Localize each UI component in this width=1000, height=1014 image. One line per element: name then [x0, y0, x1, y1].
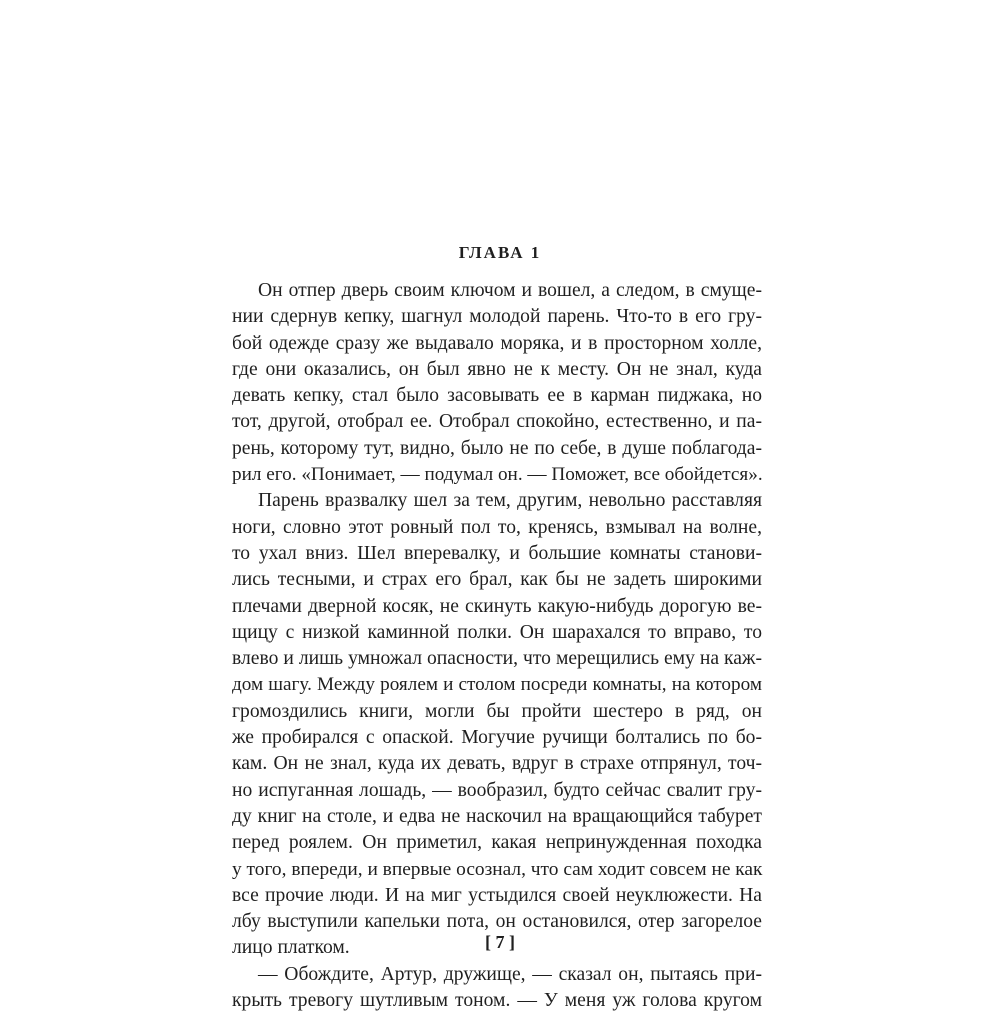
text-line: все прочие люди. И на миг устыдился своей неуклюжести. На: [232, 884, 762, 906]
text-line: где они оказались, он был явно не к месту. Он не знал, куда: [232, 358, 762, 380]
text-line: ду книг на столе, и едва не наскочил на вращающийся табурет: [232, 805, 762, 827]
text-line: тот, другой, отобрал ее. Отобрал спокойно, естественно, и па-: [232, 411, 762, 433]
text-line: девать кепку, стал было засовывать ее в карман пиджака, но: [232, 385, 762, 407]
text-line: дом шагу. Между роялем и столом посреди комнаты, на котором: [232, 674, 762, 696]
text-line: нии сдернув кепку, шагнул молодой парень. Что-то в его гру-: [232, 306, 762, 328]
text-line: рил его. «Понимает, — подумал он. — Поможет, все обойдется».: [232, 464, 763, 486]
text-line: ноги, словно этот ровный пол то, кренясь, взмывал на волне,: [232, 516, 762, 538]
text-line: то ухал вниз. Шел вперевалку, и большие комнаты станови-: [232, 542, 762, 564]
text-line: Он отпер дверь своим ключом и вошел, а следом, в смуще-: [258, 280, 762, 301]
text-line: — Обождите, Артур, дружище, — сказал он, пытаясь при-: [258, 963, 762, 985]
text-line: щицу с низкой каминной полки. Он шарахался то вправо, то: [232, 621, 762, 643]
text-line: крыть тревогу шутливым тоном. — У меня уж голова кругом: [232, 990, 762, 1012]
text-line: громоздились книги, могли бы пройти шестеро в ряд, он: [232, 700, 762, 722]
chapter-title: ГЛАВА 1: [458, 243, 542, 262]
text-line: но испуганная лошадь, — вообразил, будто сейчас свалит гру-: [232, 779, 762, 801]
text-line: кам. Он не знал, куда их девать, вдруг в страхе отпрянул, точ-: [232, 753, 762, 775]
text-line: влево и лишь умножал опасности, что мерещились ему на каж-: [232, 648, 762, 670]
text-line: у того, впереди, и впервые осознал, что сам ходит совсем не как: [232, 858, 763, 880]
page-number: [ 7 ]: [485, 932, 515, 952]
text-line: рень, которому тут, видно, было не по себе, в душе поблагода-: [232, 437, 762, 459]
text-line: перед роялем. Он приметил, какая непринужденная походка: [232, 832, 762, 854]
text-line: лбу выступили капельки пота, он остановился, отер загорелое: [232, 911, 762, 933]
text-line: же пробирался с опаской. Могучие ручищи болтались по бо-: [232, 727, 762, 749]
text-line: Парень вразвалку шел за тем, другим, невольно расставляя: [258, 490, 762, 512]
text-line: лись тесными, и страх его брал, как бы не задеть широкими: [232, 569, 762, 591]
text-line: плечами дверной косяк, не скинуть какую-нибудь дорогую ве-: [232, 595, 762, 617]
body-text: [232, 278, 762, 1014]
text-line: лицо платком.: [232, 937, 350, 959]
text-line: бой одежде сразу же выдавало моряка, и в просторном холле,: [232, 332, 762, 354]
